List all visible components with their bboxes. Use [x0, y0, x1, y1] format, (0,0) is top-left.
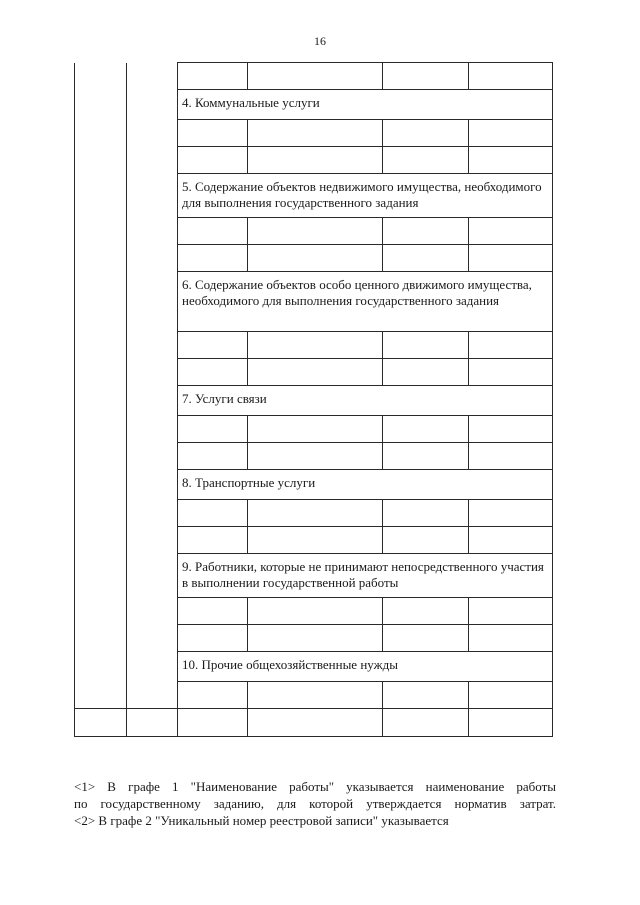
table-row — [75, 709, 553, 737]
table-cell — [469, 332, 553, 359]
footnotes — [74, 778, 556, 829]
table-cell — [75, 709, 127, 737]
table-cell — [469, 527, 553, 554]
cost-norm-table — [74, 62, 553, 737]
footnote-line-2: по государственному заданию, для которой утверждается норматив затрат. — [74, 796, 556, 811]
table-cell — [383, 245, 469, 272]
table-cell — [383, 416, 469, 443]
table-cell — [248, 218, 383, 245]
table-cell — [248, 147, 383, 174]
table-cell — [469, 500, 553, 527]
table-cell — [469, 359, 553, 386]
table-cell — [178, 625, 248, 652]
table-cell — [178, 598, 248, 625]
table-cell — [178, 120, 248, 147]
table-cell — [248, 63, 383, 90]
table-cell — [469, 218, 553, 245]
table-cell — [248, 245, 383, 272]
table-cell — [248, 359, 383, 386]
table-cell — [383, 500, 469, 527]
table-cell — [178, 709, 248, 737]
section-title: 4. Коммунальные услуги — [178, 90, 553, 120]
table-cell — [178, 63, 248, 90]
table-cell — [469, 245, 553, 272]
table-cell — [248, 625, 383, 652]
table-cell — [383, 359, 469, 386]
page-number: 16 — [314, 34, 326, 48]
footnote-line-3: <2> В графе 2 "Уникальный номер реестровой записи" указывается — [74, 813, 449, 828]
table-cell — [178, 332, 248, 359]
table-cell — [178, 416, 248, 443]
table-cell — [383, 147, 469, 174]
table-body — [75, 63, 553, 737]
table-cell — [469, 416, 553, 443]
table-cell — [248, 416, 383, 443]
table-cell — [469, 598, 553, 625]
table-cell — [248, 120, 383, 147]
table-cell — [469, 709, 553, 737]
table-cell — [127, 709, 178, 737]
table-cell — [178, 527, 248, 554]
table-cell — [178, 443, 248, 470]
left-col-2 — [127, 63, 178, 709]
table-cell — [178, 500, 248, 527]
section-title: 5. Содержание объектов недвижимого имущества, необходимого для выполнения государственного задания — [178, 174, 553, 218]
table-cell — [469, 147, 553, 174]
table-cell — [383, 120, 469, 147]
section-title: 6. Содержание объектов особо ценного движимого имущества, необходимого для выполнения государственного задания — [178, 272, 553, 332]
table-cell — [383, 527, 469, 554]
table-cell — [248, 598, 383, 625]
footnote-line-1: <1> В графе 1 "Наименование работы" указывается наименование работы — [74, 779, 556, 794]
table-cell — [383, 218, 469, 245]
table-cell — [248, 332, 383, 359]
left-col-1 — [75, 63, 127, 709]
table-cell — [383, 598, 469, 625]
section-title: 9. Работники, которые не принимают непосредственного участия в выполнении государственной работы — [178, 554, 553, 598]
table-row — [75, 63, 553, 90]
table-cell — [469, 443, 553, 470]
table-cell — [383, 443, 469, 470]
table-cell — [383, 625, 469, 652]
table-cell — [178, 245, 248, 272]
table-cell — [469, 625, 553, 652]
table-cell — [248, 500, 383, 527]
table-cell — [383, 709, 469, 737]
table-cell — [469, 63, 553, 90]
table-cell — [469, 682, 553, 709]
table-cell — [383, 63, 469, 90]
table-cell — [248, 527, 383, 554]
section-title: 10. Прочие общехозяйственные нужды — [178, 652, 553, 682]
table-cell — [178, 682, 248, 709]
table-cell — [178, 218, 248, 245]
table-cell — [248, 443, 383, 470]
section-title: 7. Услуги связи — [178, 386, 553, 416]
table-cell — [383, 332, 469, 359]
table-cell — [178, 147, 248, 174]
table-cell — [178, 359, 248, 386]
table-cell — [469, 120, 553, 147]
table-cell — [383, 682, 469, 709]
table-cell — [248, 709, 383, 737]
section-title: 8. Транспортные услуги — [178, 470, 553, 500]
table-cell — [248, 682, 383, 709]
